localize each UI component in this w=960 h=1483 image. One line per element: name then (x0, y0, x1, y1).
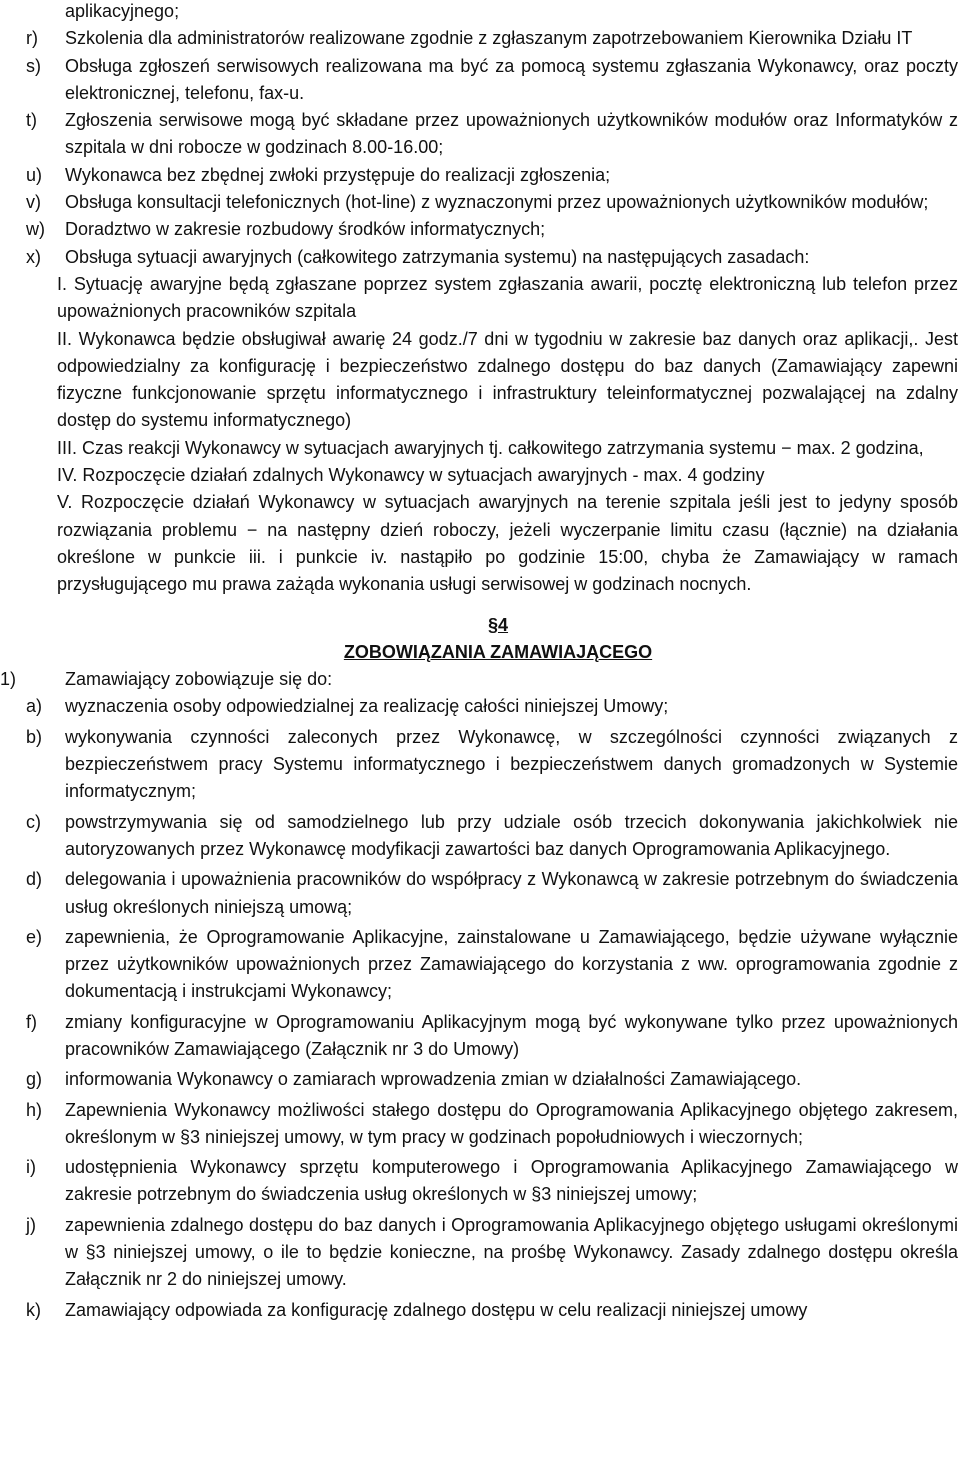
list-item-label: r) (26, 28, 38, 49)
list-item-label: j) (26, 1214, 36, 1235)
list-item-label: b) (26, 726, 43, 747)
list-item-text: Szkolenia dla administratorów realizowane zgodnie z zgłaszanym zapotrzebowaniem Kierownika Działu IT (65, 28, 913, 49)
list-item-text: powstrzymywania się od samodzielnego lub przy udziale osób trzecich dokonywania jakichkolwiek nie autoryzowanych przez Wykonawcę modyfikacji zawartości baz danych Oprogramowania Aplikacyjnego. (65, 811, 958, 859)
list-item (0, 244, 960, 271)
list-item-text: wyznaczenia osoby odpowiedzialnej za realizację całości niniejszej Umowy; (65, 696, 669, 717)
list-item-text: udostępnienia Wykonawcy sprzętu komputerowego i Oprogramowania Aplikacyjnego Zamawiającego w zakresie potrzebnym do świadczenia usług określonych w §3 niniejszej umowy; (65, 1157, 958, 1205)
list-item-text: delegowania i upoważnienia pracowników do współpracy z Wykonawcą w zakresie potrzebnym do świadczenia usług określonych niniejszą umową; (65, 869, 958, 917)
list-item (0, 1066, 960, 1093)
list-item-text: wykonywania czynności zaleconych przez Wykonawcę, w szczególności czynności związanych z bezpieczeństwem pracy Systemu informatycznego i bezpieczeństwem danych gromadzonych w Systemie informatycznym; (65, 726, 958, 802)
list-item-label: f) (26, 1011, 37, 1032)
list-item-text: Obsługa konsultacji telefonicznych (hot-line) z wyznaczonymi przez upoważnionych użytkowników modułów; (65, 192, 929, 213)
list-item (0, 189, 960, 216)
list-top (0, 25, 960, 271)
list-obligations (0, 693, 960, 1327)
clause-1 (0, 666, 960, 693)
section-number (0, 612, 960, 639)
list-item (0, 25, 960, 52)
list-item-label: h) (26, 1099, 43, 1120)
emergency-rule: I. Sytuację awaryjne będą zgłaszane poprzez system zgłaszania awarii, pocztę elektroniczną lub telefon przez upoważnionych pracowników szpitala (57, 273, 958, 322)
clause-label: 1) (0, 669, 17, 690)
emergency-rule: V. Rozpoczęcie działań Wykonawcy w sytuacjach awaryjnych na terenie szpitala jeśli jest to jedyny sposób rozwiązania problemu − na następny dzień roboczy, jeżeli wyczerpanie limitu czasu (łącznie) na działania określone w punkcie iii. i punkcie iv. nastąpiło po godzinie 15:00, chyba że Zamawiający w ramach przysługującego mu prawa zażąda wykonania usługi serwisowej w godzinach nocnych. (57, 492, 958, 595)
list-item (0, 809, 960, 864)
list-item (0, 1212, 960, 1294)
section-number-value: 4 (498, 614, 509, 635)
list-item-text: Obsługa zgłoszeń serwisowych realizowana ma być za pomocą systemu zgłaszania Wykonawcy, oraz poczty elektronicznej, telefonu, fax-u. (65, 55, 958, 103)
paragraph-symbol: § (487, 614, 498, 635)
list-item-label: c) (26, 811, 41, 832)
list-item-label: d) (26, 869, 43, 890)
list-item (0, 1154, 960, 1209)
list-item-label: k) (26, 1299, 41, 1320)
list-item-text: Doradztwo w zakresie rozbudowy środków informatycznych; (65, 219, 546, 240)
list-item-text: zmiany konfiguracyjne w Oprogramowaniu Aplikacyjnym mogą być wykonywane tylko przez upoważnionych pracowników Zamawiającego (Załącznik nr 3 do Umowy) (65, 1011, 958, 1059)
list-item (0, 866, 960, 921)
list-item-text: Wykonawca bez zbędnej zwłoki przystępuje do realizacji zgłoszenia; (65, 164, 611, 185)
list-item-text: zapewnienia, że Oprogramowanie Aplikacyjne, zainstalowane u Zamawiającego, będzie używane wyłącznie przez użytkowników upoważnionych przez Zamawiającego do korzystania z ww. oprogramowania zgodnie z dokumentacją i instrukcjami Wykonawcy; (65, 926, 958, 1002)
list-item-label: s) (26, 55, 41, 76)
list-item-label: i) (26, 1157, 36, 1178)
list-item-label: e) (26, 926, 43, 947)
list-item-label: a) (26, 696, 43, 717)
list-item-label: g) (26, 1069, 43, 1090)
list-item-text: Zamawiający odpowiada za konfigurację zdalnego dostępu w celu realizacji niniejszej umowy (65, 1299, 808, 1320)
list-item-label: v) (26, 192, 41, 213)
list-item-text: Zgłoszenia serwisowe mogą być składane przez upoważnionych użytkowników modułów oraz Informatyków z szpitala w dni robocze w godzinach 8.00-16.00; (65, 110, 958, 158)
list-item (0, 216, 960, 243)
list-item (0, 107, 960, 162)
list-item-text: informowania Wykonawcy o zamiarach wprowadzenia zmian w działalności Zamawiającego. (65, 1069, 802, 1090)
list-item-text: Obsługa sytuacji awaryjnych (całkowitego zatrzymania systemu) na następujących zasadach: (65, 246, 810, 267)
list-item (0, 693, 960, 720)
list-item-label: u) (26, 164, 43, 185)
list-item (0, 724, 960, 806)
continuation-text: aplikacyjnego; (65, 1, 180, 21)
list-item-label: t) (26, 110, 37, 131)
emergency-rules-list (0, 271, 960, 599)
list-item-text: Zapewnienia Wykonawcy możliwości stałego dostępu do Oprogramowania Aplikacyjnego objętego zakresem, określonym w §3 niniejszej umowy, w tym pracy w godzinach popołudniowych i wieczornych; (65, 1099, 958, 1147)
list-item (0, 1097, 960, 1152)
list-item-label: w) (26, 219, 45, 240)
list-item (0, 924, 960, 1006)
emergency-rule: II. Wykonawca będzie obsługiwał awarię 24 godz./7 dni w tygodniu w zakresie baz danych oraz aplikacji,. Jest odpowiedzialny za konfigurację i bezpieczeństwo zdalnego dostępu do baz danych (Zamawiający zapewni fizyczne funkcjonowanie sprzętu informatycznego i infrastruktury teleinformatycznej pozwalającej na zdalny dostęp do systemu informatycznego) (57, 328, 958, 431)
section-title: ZOBOWIĄZANIA ZAMAWIAJĄCEGO (343, 641, 653, 662)
emergency-rule: IV. Rozpoczęcie działań zdalnych Wykonawcy w sytuacjach awaryjnych - max. 4 godziny (57, 465, 765, 486)
list-item (0, 53, 960, 108)
list-item (0, 1297, 960, 1324)
list-item-text: zapewnienia zdalnego dostępu do baz danych i Oprogramowania Aplikacyjnego objętego usługami określonymi w §3 niniejszej umowy, o ile to będzie konieczne, na prośbę Wykonawcy. Zasady zdalnego dostępu określa Załącznik nr 2 do niniejszej umowy. (65, 1214, 958, 1290)
emergency-rule: III. Czas reakcji Wykonawcy w sytuacjach awaryjnych tj. całkowitego zatrzymania systemu − max. 2 godzina, (57, 437, 924, 458)
clause-text: Zamawiający zobowiązuje się do: (65, 669, 333, 690)
list-item (0, 1009, 960, 1064)
list-item (0, 162, 960, 189)
list-item-label: x) (26, 246, 41, 267)
